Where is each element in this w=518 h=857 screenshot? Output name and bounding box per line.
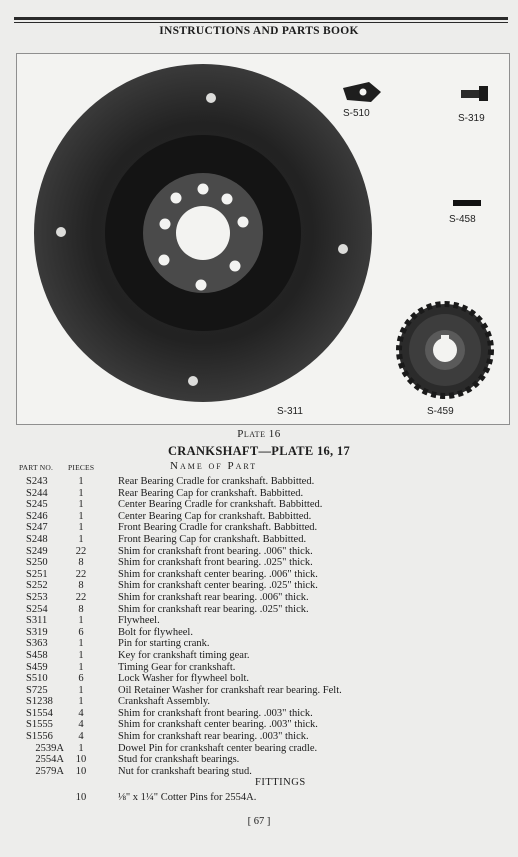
part-name: Shim for crankshaft rear bearing. .003" thick. [118,731,309,743]
part-name: Center Bearing Cradle for crankshaft. Babbitted. [118,499,323,511]
part-name: Crankshaft Assembly. [118,696,211,708]
parts-row [0,534,518,546]
part-name: Shim for crankshaft front bearing. .025" thick. [118,557,313,569]
part-number: S1555 [26,719,53,731]
part-name: Center Bearing Cap for crankshaft. Babbitted. [118,510,312,522]
part-pieces: 1 [78,649,84,661]
bolt-image [461,86,488,101]
label-s319: S-319 [458,113,485,124]
parts-row [0,743,518,755]
part-pieces: 22 [75,568,87,580]
part-number: S1238 [26,696,53,708]
part-name: Stud for crankshaft bearings. [118,754,240,766]
parts-row [0,627,518,639]
part-number: S243 [26,476,48,487]
part-name: Shim for crankshaft center bearing. .025" thick. [118,580,318,592]
part-pieces: 22 [75,591,87,603]
part-pieces: 1 [78,684,84,696]
header-rule-thin [14,22,508,23]
part-number: S244 [26,487,48,499]
label-s311: S-311 [277,406,303,417]
part-pieces: 1 [78,499,84,511]
plate-caption: Plate 16 [237,428,281,440]
part-pieces: 1 [78,476,84,487]
part-number: S510 [26,673,48,685]
part-number: 2539A [35,742,64,754]
part-pieces: 8 [78,557,84,569]
parts-row [0,696,518,708]
part-number: 2554A [35,754,64,766]
label-s459: S-459 [427,406,454,417]
part-pieces: 1 [78,533,84,545]
part-name: Shim for crankshaft rear bearing. .006" thick. [118,591,309,603]
book-title: INSTRUCTIONS AND PARTS BOOK [159,25,359,37]
parts-row [0,522,518,534]
header-rule-thick [14,17,508,20]
parts-row [0,662,518,674]
part-pieces: 1 [78,487,84,499]
label-s458: S-458 [449,214,476,225]
timing-gear-image [399,304,491,396]
part-name: Shim for crankshaft rear bearing. .025" thick. [118,603,309,615]
column-header-pieces: PIECES [68,463,95,472]
part-name: Bolt for flywheel. [118,626,193,638]
parts-row [0,708,518,720]
parts-row [0,592,518,604]
parts-row [0,476,518,488]
part-pieces: 6 [78,673,84,685]
part-name: Timing Gear for crankshaft. [118,661,236,673]
parts-row [0,766,518,778]
parts-row [0,719,518,731]
part-pieces: 4 [78,731,84,743]
parts-row [0,488,518,500]
part-pieces: 1 [78,661,84,673]
part-number: S247 [26,522,48,534]
fittings-pieces: 10 [75,792,87,803]
part-name: Front Bearing Cradle for crankshaft. Babbitted. [118,522,318,534]
part-pieces: 10 [75,754,87,766]
parts-list [0,476,518,777]
part-number: S459 [26,661,48,673]
part-number: S253 [26,591,48,603]
parts-row [0,499,518,511]
part-number: S252 [26,580,48,592]
part-name: Shim for crankshaft front bearing. .003" thick. [118,707,313,719]
label-s510: S-510 [343,108,370,119]
part-name: Rear Bearing Cradle for crankshaft. Babbitted. [118,476,315,487]
flywheel-image [34,64,372,402]
part-pieces: 1 [78,696,84,708]
part-pieces: 1 [78,510,84,522]
part-name: Nut for crankshaft bearing stud. [118,765,252,777]
parts-row [0,650,518,662]
part-pieces: 6 [78,626,84,638]
part-pieces: 8 [78,603,84,615]
part-name: Pin for starting crank. [118,638,210,650]
part-number: S311 [26,615,48,627]
key-image [453,200,481,206]
part-pieces: 10 [75,765,87,777]
parts-row [0,685,518,697]
parts-row [0,569,518,581]
parts-row [0,557,518,569]
parts-row [0,754,518,766]
parts-row [0,546,518,558]
part-number: S725 [26,684,48,696]
part-name: Dowel Pin for crankshaft center bearing cradle. [118,742,318,754]
part-number: S250 [26,557,48,569]
part-name: Rear Bearing Cap for crankshaft. Babbitted. [118,487,304,499]
parts-row [0,673,518,685]
part-number: S363 [26,638,48,650]
part-number: S245 [26,499,48,511]
parts-row [0,731,518,743]
part-number: S248 [26,533,48,545]
column-header-part-no: PART NO. [19,463,54,472]
part-pieces: 1 [78,615,84,627]
part-name: Shim for crankshaft center bearing. .003" thick. [118,719,318,731]
part-pieces: 1 [78,742,84,754]
part-name: Shim for crankshaft center bearing. .006" thick. [118,568,318,580]
part-name: Shim for crankshaft front bearing. .006" thick. [118,545,313,557]
parts-row [0,615,518,627]
part-name: Front Bearing Cap for crankshaft. Babbitted. [118,533,307,545]
part-name: Flywheel. [118,615,160,627]
fittings-name: ⅛" x 1¼" Cotter Pins for 2554A. [118,792,257,803]
parts-row [0,580,518,592]
fittings-title: FITTINGS [255,777,306,788]
page-number: [ 67 ] [247,816,271,827]
lock-washer-image [343,82,381,102]
part-number: S251 [26,568,48,580]
part-number: S1556 [26,731,53,743]
parts-row [0,511,518,523]
part-name: Key for crankshaft timing gear. [118,649,250,661]
part-number: S458 [26,649,48,661]
part-number: S249 [26,545,48,557]
part-number: 2579A [35,765,64,777]
part-name: Oil Retainer Washer for crankshaft rear bearing. Felt. [118,684,342,696]
plate-photo [16,53,510,425]
part-pieces: 8 [78,580,84,592]
part-number: S254 [26,603,48,615]
part-pieces: 1 [78,638,84,650]
column-header-name: Name of Part [170,460,258,472]
part-pieces: 4 [78,719,84,731]
plate-illustration [17,54,509,424]
part-number: S246 [26,510,48,522]
part-pieces: 4 [78,707,84,719]
part-name: Lock Washer for flywheel bolt. [118,673,250,685]
parts-row [0,604,518,616]
part-pieces: 1 [78,522,84,534]
part-number: S319 [26,626,48,638]
part-number: S1554 [26,707,53,719]
part-pieces: 22 [75,545,87,557]
parts-row [0,638,518,650]
section-title: CRANKSHAFT—PLATE 16, 17 [167,444,351,458]
